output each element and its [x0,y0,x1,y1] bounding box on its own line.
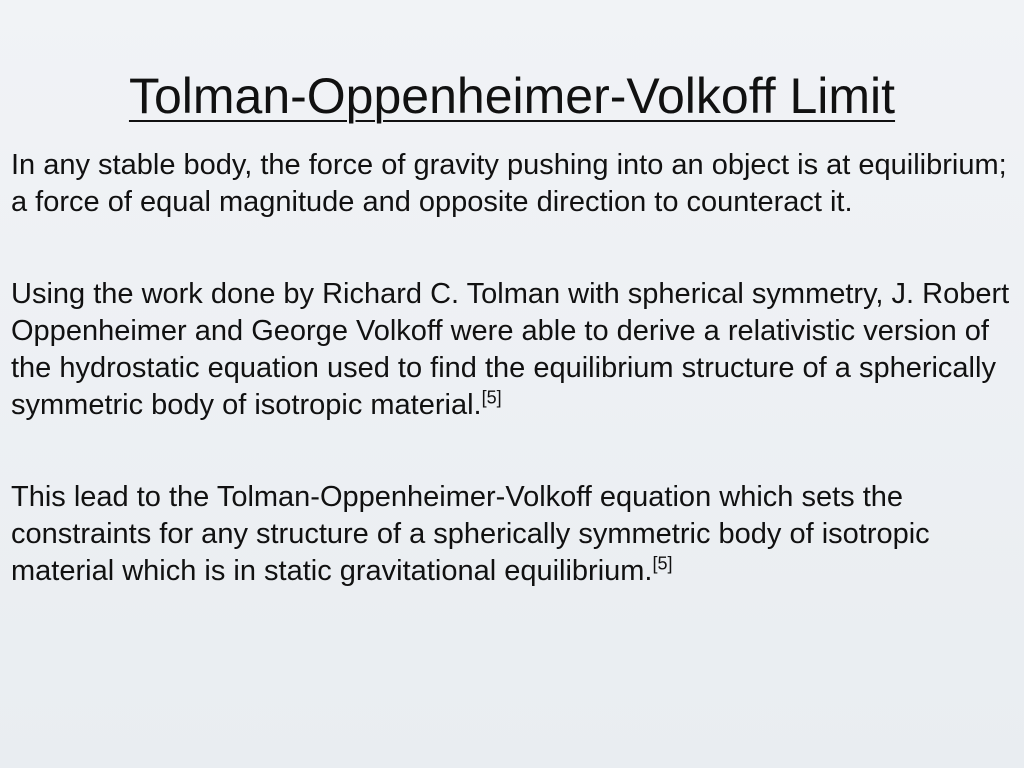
slide-title-text: Tolman-Oppenheimer-Volkoff Limit [128,68,896,124]
paragraph-2-text: Using the work done by Richard C. Tolman with spherical symmetry, J. Robert Oppenheimer and George Volkoff were able to derive a relativistic version of the hydrostatic equation used to find the equilibrium structure of a spherically symmetric body of isotropic material. [11,278,1010,421]
paragraph-2 [11,276,1019,424]
citation-reference: [5] [481,387,502,408]
slide-title [0,66,1024,126]
paragraph-3 [11,479,1019,590]
paragraph-1-text: In any stable body, the force of gravity pushing into an object is at equilibrium; a force of equal magnitude and opposite direction to counteract it. [11,149,1007,218]
citation-reference: [5] [652,553,673,574]
paragraph-3-text: This lead to the Tolman-Oppenheimer-Volkoff equation which sets the constraints for any structure of a spherically symmetric body of isotropic material which is in static gravitational equilibrium. [11,481,930,587]
paragraph-1 [11,147,1019,221]
slide-body [11,147,1019,645]
